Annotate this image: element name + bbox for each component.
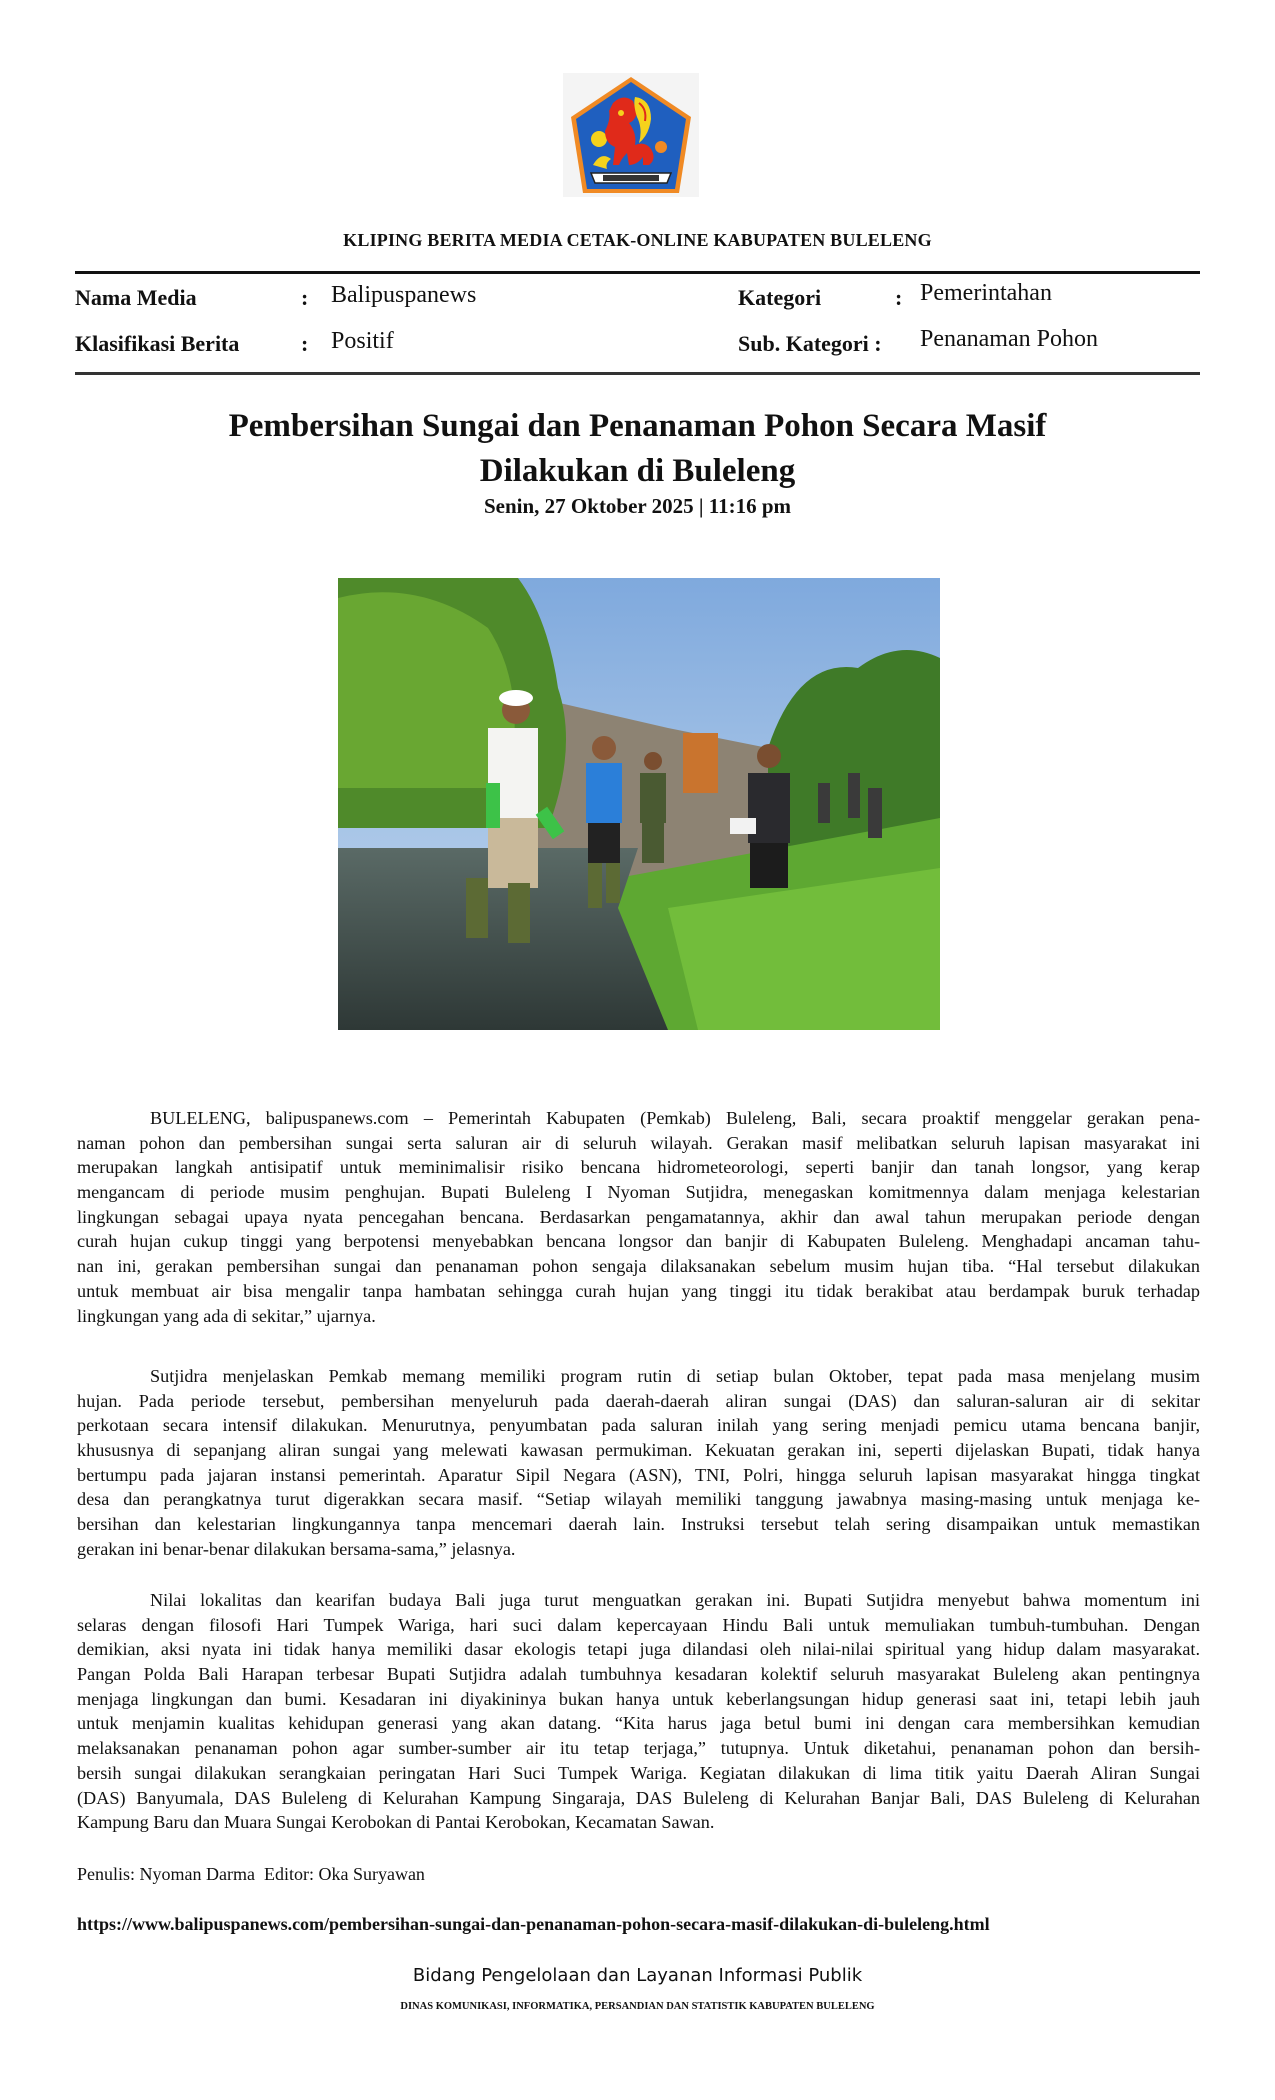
paragraph-line: khususnya di sepanjang aliran sungai yang melewati kawasan permukiman. Kekuatan gerakan ini, seperti dijelaskan Bupati, tidak hanya [77, 1440, 1200, 1461]
paragraph-line: desa dan perangkatnya turut digerakkan secara masif. “Setiap wilayah memiliki tanggung jawabnya masing-masing untuk menjaga ke- [77, 1489, 1200, 1510]
article-date: Senin, 27 Oktober 2025 | 11:16 pm [483, 494, 792, 518]
paragraph-line: merupakan langkah antisipatif untuk meminimalisir risiko bencana hidrometeorologi, seperti banjir dan tanah longsor, yang kerap [77, 1157, 1200, 1178]
klasifikasi-colon: : [301, 331, 309, 356]
article-photo [338, 578, 940, 1030]
article-title-line-1: Pembersihan Sungai dan Penanaman Pohon Secara Masif [228, 408, 1047, 444]
footer-unit: Bidang Pengelolaan dan Layanan Informasi Publik [412, 1965, 863, 1986]
article-byline: Penulis: Nyoman Darma Editor: Oka Suryawan [77, 1864, 425, 1884]
paragraph-line: Sutjidra menjelaskan Pemkab memang memiliki program rutin di setiap bulan Oktober, tepat pada masa menjelang musim [150, 1366, 1200, 1386]
singa-ambara-raja-emblem-icon [563, 73, 699, 197]
paragraph-line: bersihan dan kelestarian lingkungannya tanpa mencemari daerah lain. Instruksi tersebut telah sering disampaikan untuk memastikan [77, 1514, 1200, 1535]
article-paragraph-1 [77, 1106, 1200, 1328]
paragraph-line: nan ini, gerakan pembersihan sungai dan penanaman pohon sengaja dilaksanakan sebelum musim hujan tiba. “Hal tersebut dilakukan [77, 1256, 1200, 1277]
kategori-label: Kategori [738, 285, 822, 310]
subkategori-value: Penanaman Pohon [920, 326, 1098, 352]
paragraph-line: Kampung Baru dan Muara Sungai Kerobokan di Pantai Kerobokan, Kecamatan Sawan. [77, 1812, 715, 1833]
subkategori-label: Sub. Kategori : [738, 331, 882, 356]
media-colon: : [301, 285, 309, 310]
paragraph-line: lingkungan yang ada di sekitar,” ujarnya. [77, 1305, 376, 1326]
media-label: Nama Media [75, 285, 197, 310]
paragraph-line: mengancam di periode musim penghujan. Bupati Buleleng I Nyoman Sutjidra, menegaskan komitmennya dalam menjaga kelestarian [77, 1182, 1200, 1203]
kabupaten-buleleng-logo [563, 73, 699, 197]
media-value: Balipuspanews [331, 282, 477, 308]
paragraph-line: naman pohon dan pembersihan sungai serta saluran air di seluruh wilayah. Gerakan masif melibatkan seluruh lapisan masyarakat ini [77, 1132, 1200, 1153]
footer-organization: DINAS KOMUNIKASI, INFORMATIKA, PERSANDIAN DAN STATISTIK KABUPATEN BULELENG [400, 2001, 875, 2012]
header-rule-bottom [75, 372, 1200, 375]
paragraph-line: perkotaan secara intensif dilakukan. Menurutnya, penyumbatan pada saluran inilah yang sering menjadi pemicu utama bencana banjir, [77, 1415, 1200, 1436]
kategori-colon: : [895, 285, 903, 310]
paragraph-line: bersih sungai dilakukan serangkaian peringatan Hari Suci Tumpek Wariga. Kegiatan dilakukan di lima titik yaitu Daerah Aliran Sungai [77, 1762, 1200, 1783]
paragraph-line: hujan. Pada periode tersebut, pembersihan menyeluruh pada daerah-daerah aliran sungai (DAS) dan saluran-saluran air di sekitar [77, 1390, 1200, 1411]
kategori-value: Pemerintahan [920, 280, 1052, 306]
article-title [100, 404, 1175, 494]
paragraph-line: untuk menjamin kualitas kehidupan generasi yang akan datang. “Kita harus jaga betul bumi ini dengan cara membersihkan kemudian [77, 1713, 1200, 1734]
paragraph-line: untuk membuat air bisa mengalir tanpa hambatan sehingga curah hujan yang tinggi itu tidak berakibat atau berdampak buruk terhadap [77, 1280, 1200, 1301]
paragraph-line: curah hujan cukup tinggi yang berpotensi menyebabkan bencana longsor dan banjir di Kabupaten Buleleng. Menghadapi ancaman tahu- [77, 1231, 1200, 1252]
paragraph-line: lingkungan sebagai upaya nyata pencegahan bencana. Berdasarkan pengamatannya, akhir dan awal tahun merupakan periode dengan [77, 1206, 1200, 1227]
header-rule-top [75, 271, 1200, 274]
river-cleanup-photo-icon [338, 578, 940, 1030]
paragraph-line: demikian, aksi nyata ini tidak hanya memiliki dasar ekologis tetapi juga dilandasi oleh nilai-nilai spiritual yang hidup dalam masyarakat. [77, 1639, 1200, 1660]
paragraph-line: Pangan Polda Bali Harapan terbesar Bupati Sutjidra adalah tumbuhnya kesadaran kolektif seluruh masyarakat Buleleng akan pentingnya [77, 1664, 1200, 1685]
paragraph-line: selaras dengan filosofi Hari Tumpek Wariga, hari suci dalam kepercayaan Hindu Bali untuk memuliakan tumbuh-tumbuhan. Dengan [77, 1614, 1200, 1635]
article-paragraph-2 [77, 1364, 1200, 1562]
paragraph-line: BULELENG, balipuspanews.com – Pemerintah Kabupaten (Pemkab) Buleleng, Bali, secara proaktif menggelar gerakan pena- [150, 1108, 1200, 1128]
paragraph-line: (DAS) Banyumala, DAS Buleleng di Kelurahan Kampung Singaraja, DAS Buleleng di Kelurahan Banjar Bali, DAS Buleleng di Kelurahan [77, 1787, 1200, 1808]
document-title: KLIPING BERITA MEDIA CETAK-ONLINE KABUPATEN BULELENG [343, 230, 932, 250]
article-title-line-2: Dilakukan di Buleleng [479, 453, 796, 489]
paragraph-line: Nilai lokalitas dan kearifan budaya Bali juga turut menguatkan gerakan ini. Bupati Sutjidra menyebut bahwa momentum ini [150, 1590, 1200, 1610]
paragraph-line: melaksanakan penanaman pohon agar sumber-sumber air itu tetap terjaga,” tutupnya. Untuk diketahui, penanaman pohon dan bersih- [77, 1738, 1200, 1759]
klasifikasi-value: Positif [331, 328, 394, 354]
klasifikasi-label: Klasifikasi Berita [75, 331, 240, 356]
paragraph-line: menjaga lingkungan dan bumi. Kesadaran ini diyakininya bukan hanya untuk keberlangsungan hidup generasi saat ini, tetapi lebih jauh [77, 1688, 1200, 1709]
article-paragraph-3 [77, 1588, 1200, 1835]
paragraph-line: gerakan ini benar-benar dilakukan bersama-sama,” jelasnya. [77, 1538, 516, 1559]
paragraph-line: bertumpu pada jajaran instansi pemerintah. Aparatur Sipil Negara (ASN), TNI, Polri, hingga seluruh lapisan masyarakat hingga tingkat [77, 1464, 1200, 1485]
source-url-link[interactable]: https://www.balipuspanews.com/pembersihan-sungai-dan-penanaman-pohon-secara-masif-dilakukan-di-buleleng.html [77, 1914, 990, 1934]
